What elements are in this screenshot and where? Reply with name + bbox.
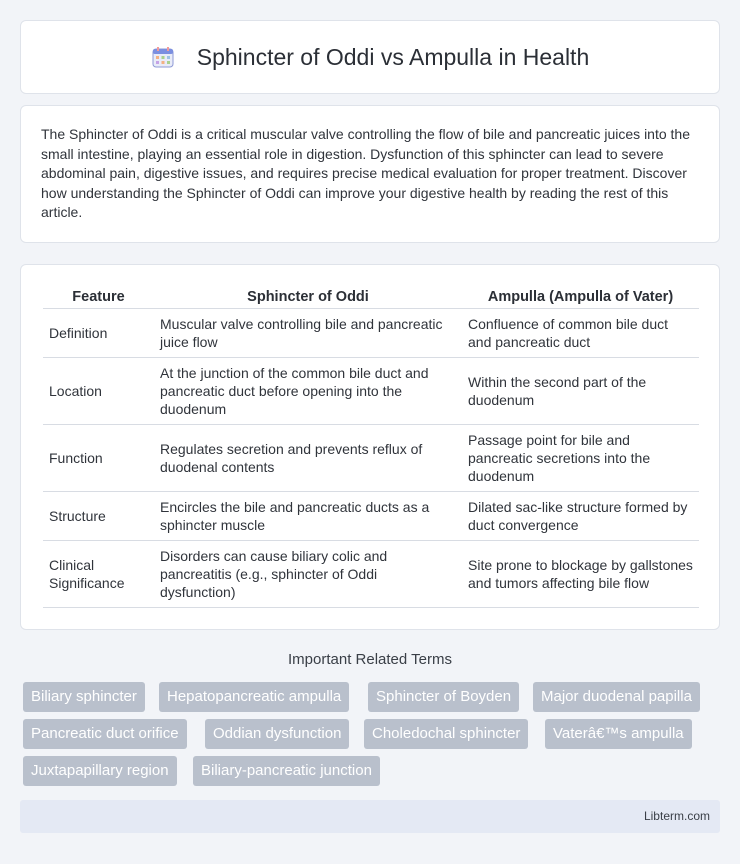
row-sphincter: Disorders can cause biliary colic and pancreatitis (e.g., sphincter of Oddi dysfunction) [154,541,462,608]
tag-vaters-ampulla[interactable]: Vaterâ€™s ampulla [545,719,692,749]
header-sphincter: Sphincter of Oddi [154,287,462,309]
row-sphincter: Regulates secretion and prevents reflux of duodenal contents [154,425,462,492]
table-row [43,541,699,608]
tag-biliary-pancreatic-junction[interactable]: Biliary-pancreatic junction [193,756,380,786]
row-sphincter: Encircles the bile and pancreatic ducts as a sphincter muscle [154,492,462,541]
header-ampulla: Ampulla (Ampulla of Vater) [462,287,699,309]
tag-sphincter-of-boyden[interactable]: Sphincter of Boyden [368,682,519,712]
header-card [20,20,720,94]
intro-card [20,105,720,243]
row-feature: Location [43,358,154,425]
row-ampulla: Within the second part of the duodenum [462,358,699,425]
table-row [43,309,699,358]
tag-juxtapapillary-region[interactable]: Juxtapapillary region [23,756,177,786]
table-row [43,492,699,541]
comparison-table [43,287,699,608]
tag-biliary-sphincter[interactable]: Biliary sphincter [23,682,145,712]
tag-pancreatic-duct-orifice[interactable]: Pancreatic duct orifice [23,719,187,749]
row-sphincter: Muscular valve controlling bile and pancreatic juice flow [154,309,462,358]
table-row [43,425,699,492]
footer-bar [20,800,720,833]
row-ampulla: Site prone to blockage by gallstones and tumors affecting bile flow [462,541,699,608]
table-header-row [43,287,699,309]
calendar-icon [151,45,175,69]
row-feature: Structure [43,492,154,541]
related-terms-title: Important Related Terms [288,651,452,668]
tag-major-duodenal-papilla[interactable]: Major duodenal papilla [533,682,700,712]
tag-choledochal-sphincter[interactable]: Choledochal sphincter [364,719,528,749]
row-feature: Definition [43,309,154,358]
header-feature: Feature [43,287,154,309]
comparison-table-card [20,264,720,630]
page-title: Sphincter of Oddi vs Ampulla in Health [196,43,590,70]
row-ampulla: Confluence of common bile duct and pancreatic duct [462,309,699,358]
row-ampulla: Passage point for bile and pancreatic secretions into the duodenum [462,425,699,492]
tag-oddian-dysfunction[interactable]: Oddian dysfunction [205,719,349,749]
row-feature: Function [43,425,154,492]
table-row [43,358,699,425]
intro-paragraph: The Sphincter of Oddi is a critical muscular valve controlling the flow of bile and pancreatic juices into the small intestine, playing an essential role in digestion. Dysfunction of this sphincter can lead to severe abdominal pain, digestive issues, and requires precise medical evaluation for proper treatment. Discover how understanding the Sphincter of Oddi can improve your digestive health by reading the rest of this article. [41,126,690,220]
row-feature: Clinical Significance [43,541,154,608]
footer-brand[interactable]: Libterm.com [643,809,710,823]
tag-hepatopancreatic-ampulla[interactable]: Hepatopancreatic ampulla [159,682,349,712]
row-ampulla: Dilated sac-like structure formed by duct convergence [462,492,699,541]
row-sphincter: At the junction of the common bile duct and pancreatic duct before opening into the duodenum [154,358,462,425]
